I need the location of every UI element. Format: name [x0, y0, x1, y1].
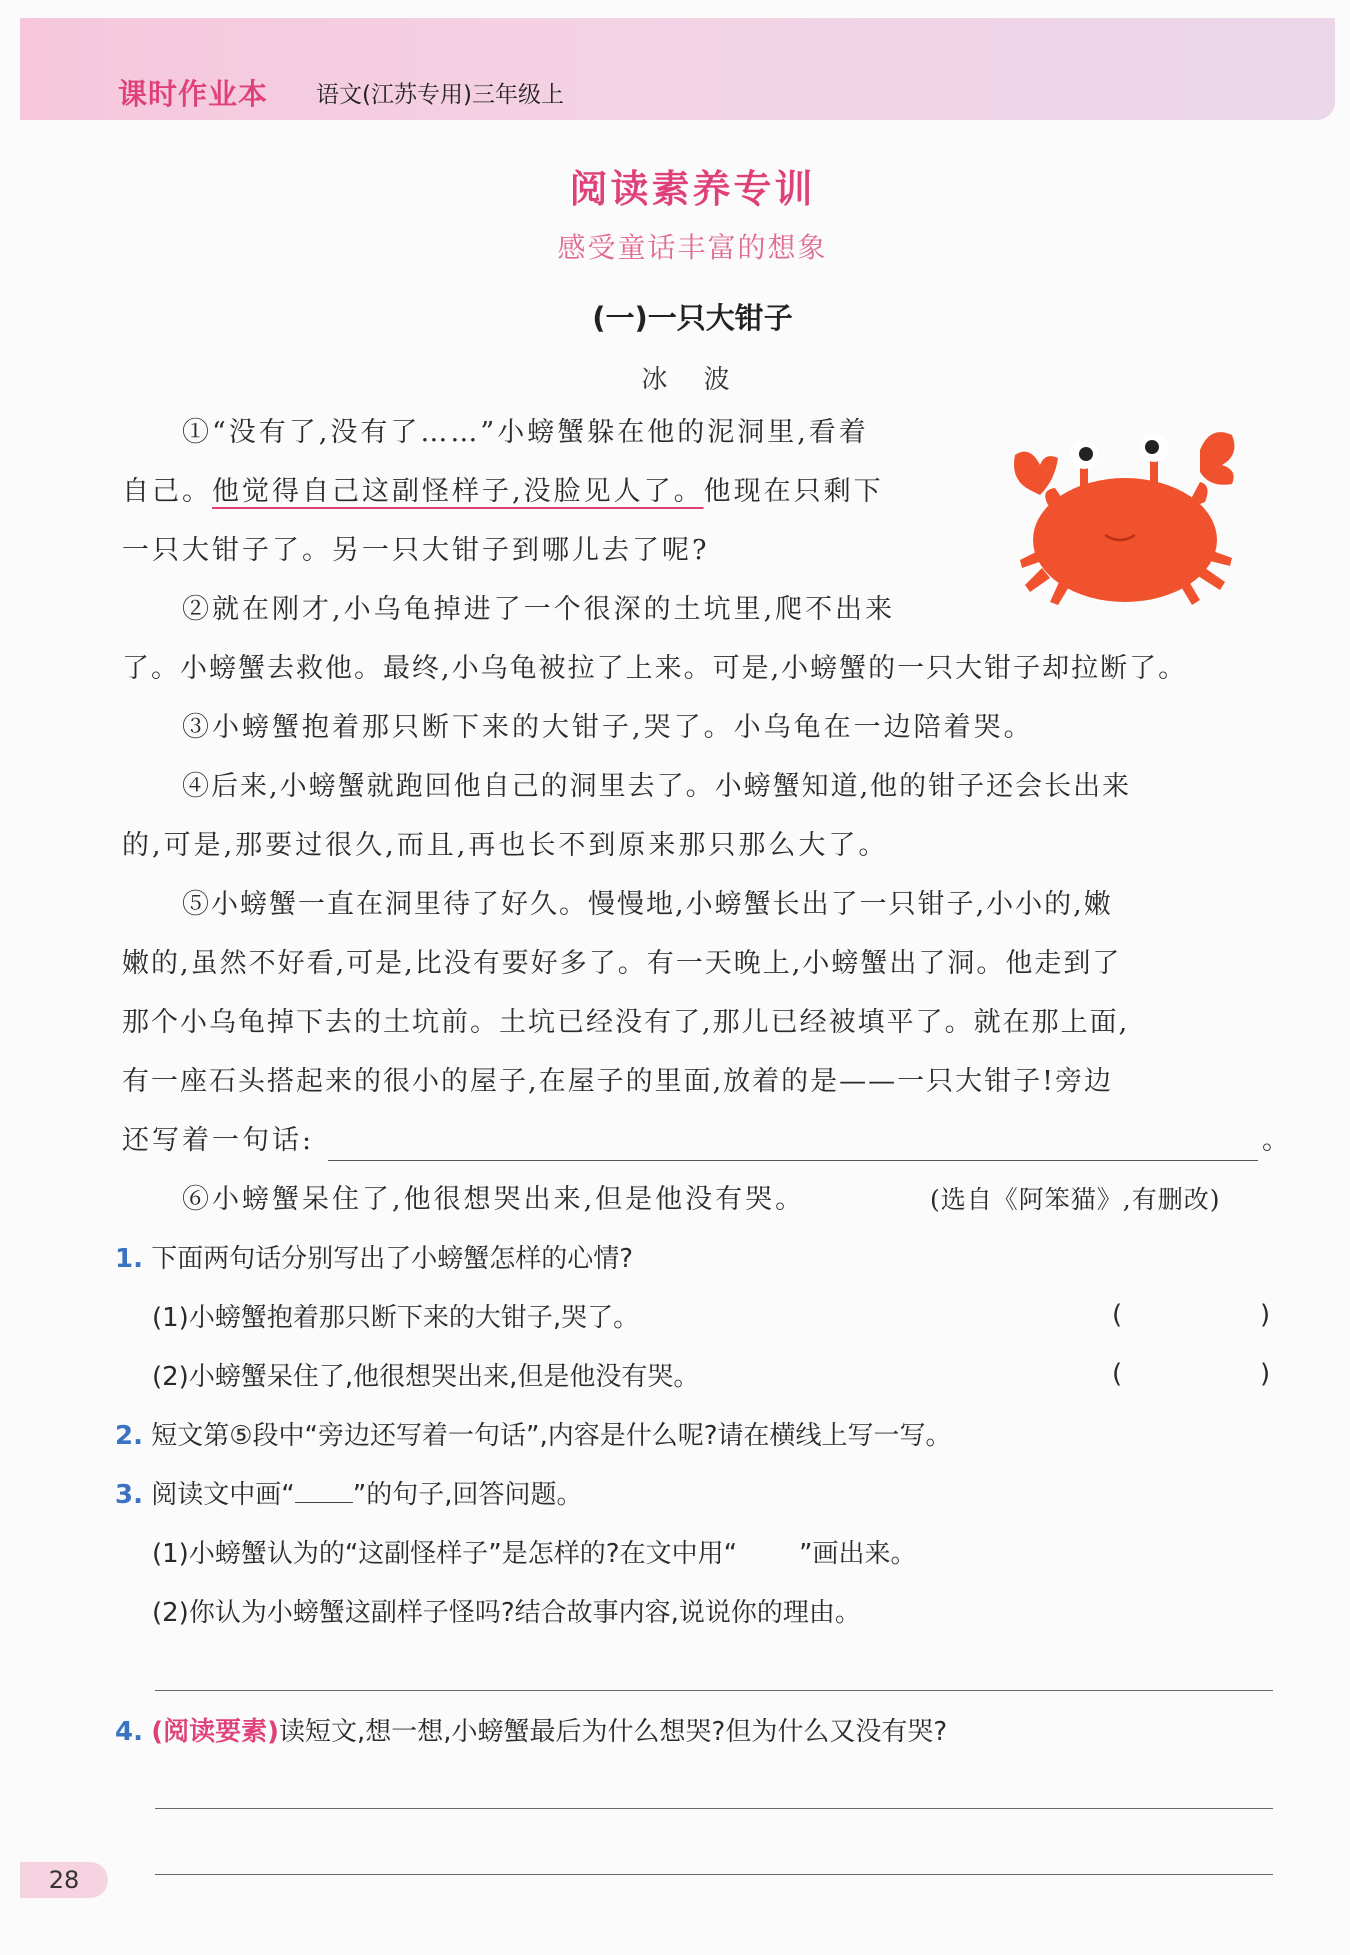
question-3-part-1: (1)小螃蟹认为的“这副怪样子”是怎样的?在文中用“ ”画出来。 [152, 1539, 917, 1569]
section-title: (一)一只大钳子 [592, 301, 793, 335]
passage-line: ⑤小螃蟹一直在洞里待了好久。慢慢地,小螃蟹长出了一只钳子,小小的,嫩 [182, 889, 1113, 920]
page-subtitle: 感受童话丰富的想象 [557, 231, 828, 264]
passage-line: 一只大钳子了。另一只大钳子到哪儿去了呢? [122, 535, 710, 566]
passage-line: ⑥小螃蟹呆住了,他很想哭出来,但是他没有哭。 [182, 1184, 806, 1215]
question-1-sentence-2: (2)小螃蟹呆住了,他很想哭出来,但是他没有哭。 [152, 1362, 700, 1392]
passage-line: 那个小乌龟掉下去的土坑前。土坑已经没有了,那儿已经被填平了。就在那上面, [122, 1007, 1130, 1038]
underlined-sentence: 他觉得自己这副怪样子,没脸见人了。 [212, 476, 704, 507]
answer-paren-close: ) [1260, 1359, 1271, 1389]
passage-line: 有一座石头搭起来的很小的屋子,在屋子的里面,放着的是——一只大钳子!旁边 [122, 1066, 1114, 1097]
question-1: 1. 下面两句话分别写出了小螃蟹怎样的心情? [115, 1244, 634, 1274]
brand-title: 课时作业本 [118, 77, 269, 111]
author: 冰 波 [641, 365, 744, 395]
question-3-part-2: (2)你认为小螃蟹这副样子怪吗?结合故事内容,说说你的理由。 [152, 1598, 861, 1628]
passage-line: 嫩的,虽然不好看,可是,比没有要好多了。有一天晚上,小螃蟹出了洞。他走到了 [122, 948, 1122, 979]
crab-illustration [1000, 410, 1250, 610]
answer-line[interactable] [155, 1808, 1273, 1809]
passage-line: ①“没有了,没有了……”小螃蟹躲在他的泥洞里,看着 [182, 417, 869, 448]
source-note: (选自《阿笨猫》,有删改) [930, 1185, 1221, 1214]
answer-blank[interactable] [328, 1160, 1258, 1161]
passage-period: 。 [1262, 1125, 1292, 1156]
reading-element-tag: (阅读要素) [151, 1717, 280, 1747]
passage-line: ④后来,小螃蟹就跑回他自己的洞里去了。小螃蟹知道,他的钳子还会长出来 [182, 771, 1132, 802]
question-2: 2. 短文第⑤段中“旁边还写着一句话”,内容是什么呢?请在横线上写一写。 [115, 1421, 952, 1451]
passage-line: ③小螃蟹抱着那只断下来的大钳子,哭了。小乌龟在一边陪着哭。 [182, 712, 1034, 743]
answer-paren-close: ) [1260, 1300, 1271, 1330]
passage-line: 还写着一句话: [122, 1125, 315, 1156]
answer-paren-open: ( [1112, 1359, 1123, 1389]
page-title: 阅读素养专训 [569, 167, 816, 211]
underline-sample [295, 1478, 353, 1503]
wavy-line-sample [737, 1538, 799, 1562]
subject-label: 语文(江苏专用)三年级上 [316, 82, 564, 108]
passage-line: ②就在刚才,小乌龟掉进了一个很深的土坑里,爬不出来 [182, 594, 896, 625]
answer-paren-open: ( [1112, 1300, 1123, 1330]
question-1-sentence-1: (1)小螃蟹抱着那只断下来的大钳子,哭了。 [152, 1303, 640, 1333]
question-4: 4. (阅读要素)读短文,想一想,小螃蟹最后为什么想哭?但为什么又没有哭? [115, 1717, 948, 1747]
passage-line: 的,可是,那要过很久,而且,再也长不到原来那只那么大了。 [122, 830, 889, 861]
answer-line[interactable] [155, 1690, 1273, 1691]
question-3: 3. 阅读文中画“ ”的句子,回答问题。 [115, 1480, 583, 1510]
answer-line[interactable] [155, 1874, 1273, 1875]
passage-line: 自己。他觉得自己这副怪样子,没脸见人了。他现在只剩下 [122, 476, 884, 507]
passage-line: 了。小螃蟹去救他。最终,小乌龟被拉了上来。可是,小螃蟹的一只大钳子却拉断了。 [122, 653, 1188, 684]
page-number: 28 [20, 1862, 108, 1898]
